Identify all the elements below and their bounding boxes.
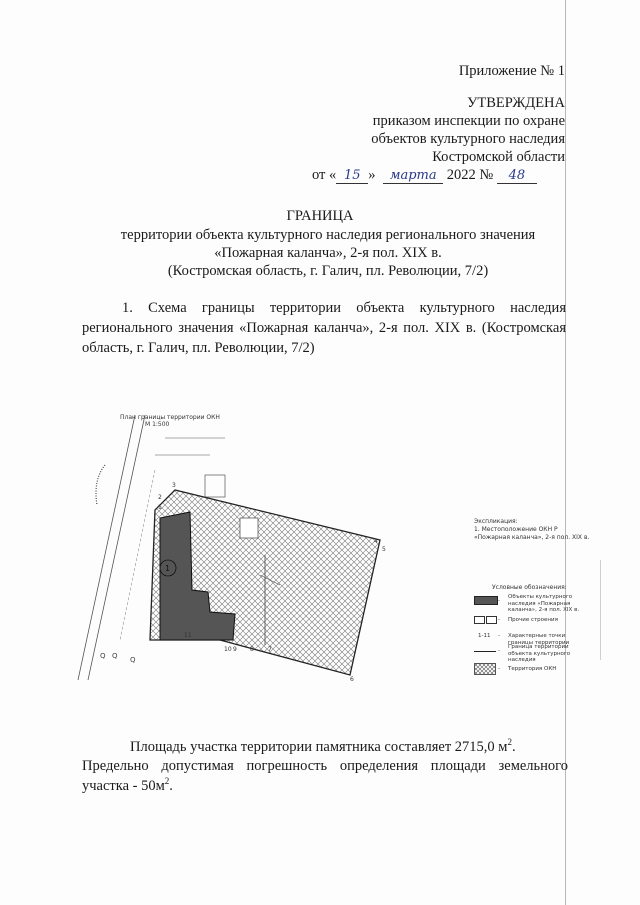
- doc-subtitle-2: «Пожарная каланча», 2-я пол. XIX в.: [214, 245, 442, 261]
- symbol-q2: Q: [112, 652, 118, 660]
- point-label-6: 6: [350, 676, 354, 683]
- approved-label: УТВЕРЖДЕНА: [467, 95, 565, 111]
- doc-subtitle-3: (Костромская область, г. Галич, пл. Революции, 7/2): [167, 263, 489, 279]
- point-label-11: 11: [184, 632, 192, 639]
- area-end-2: .: [169, 778, 173, 794]
- explication-item-1-name: «Пожарная каланча», 2-я пол. XIX в.: [474, 534, 590, 541]
- doc-title: ГРАНИЦА: [286, 208, 354, 224]
- area-text-1: Площадь участка территории памятника составляет 2715,0 м: [130, 739, 508, 755]
- section-1-paragraph: 1. Схема границы территории объекта культурного наследия регионального значения «Пожарная каланча», 2-я пол. XIX в. (Костромская область, г. Галич, пл. Революции, 7/2): [82, 300, 566, 356]
- plan-title-2: М 1:500: [145, 421, 170, 428]
- plan-title-1: План границы территории ОКН: [120, 414, 220, 421]
- point-label-8: 8: [250, 646, 254, 653]
- date-day: 15: [336, 167, 368, 184]
- point-label-4: 4: [374, 538, 378, 545]
- explication-item-1: 1. Местоположение ОКН Р: [474, 526, 558, 533]
- point-label-5: 5: [382, 546, 386, 553]
- legend-swatch-heritage: [474, 596, 498, 605]
- legend-swatch-other-1: [474, 616, 485, 624]
- legend-text-points: Характерные точки границы территории: [508, 633, 570, 646]
- point-label-2: 2: [158, 494, 162, 501]
- approval-date-line: [312, 166, 537, 184]
- point-label-3: 3: [172, 482, 176, 489]
- area-sup-2: 2: [164, 776, 170, 787]
- curve-line: [96, 465, 105, 505]
- legend-title: Условные обозначения:: [492, 584, 567, 591]
- approval-line-1: приказом инспекции по охране: [372, 113, 565, 129]
- street-line-3: [120, 470, 155, 640]
- date-prefix: от «: [312, 167, 337, 183]
- doc-subtitle-1: территории объекта культурного наследия регионального значения: [120, 227, 536, 243]
- date-year: 2022 №: [446, 167, 494, 183]
- other-building-1: [240, 518, 258, 538]
- symbol-q3: Q: [130, 656, 136, 664]
- point-label-9: 9: [233, 646, 237, 653]
- other-building-top: [205, 475, 225, 497]
- explication-title: Экспликация:: [474, 518, 518, 525]
- appendix-label: Приложение № 1: [458, 63, 565, 79]
- area-paragraph-2: [82, 756, 568, 796]
- legend-text-heritage: Объекты культурного наследия «Пожарная каланча», 2-я пол. XIX в.: [508, 594, 580, 613]
- legend-swatch-other-2: [486, 616, 497, 624]
- area-sup-1: 2: [507, 737, 512, 748]
- date-mid: »: [368, 167, 376, 183]
- symbol-q1: Q: [100, 652, 106, 660]
- area-text-2: Предельно допустимая погрешность определения площади земельного участка - 50м: [82, 758, 568, 794]
- legend-text-territory: Территория ОКН: [508, 666, 557, 672]
- legend-swatch-territory: [474, 663, 496, 675]
- legend-swatch-boundary: [474, 651, 496, 652]
- legend-point-range: 1-11: [478, 633, 491, 639]
- date-month: марта: [383, 167, 443, 184]
- legend-text-other: Прочие строения: [508, 617, 558, 623]
- approval-line-2: объектов культурного наследия: [371, 131, 565, 147]
- point-label-7: 7: [268, 646, 272, 653]
- location-marker-label: 1: [165, 564, 171, 573]
- order-number: 48: [497, 167, 537, 184]
- point-label-10: 10: [224, 646, 232, 653]
- area-end-1: .: [511, 739, 516, 755]
- approval-line-3: Костромской области: [432, 149, 565, 165]
- street-line-2: [88, 415, 145, 680]
- point-label-1: 1: [158, 504, 162, 511]
- document-page: Приложение № 1 УТВЕРЖДЕНА приказом инспекции по охране объектов культурного наследия Костромской области от « 15 » марта 2022 № 48 ГРАНИЦА территории объекта культурного наследия регионального значения «Пожарная каланча», 2-я пол. XIX в. (Костромская область, г. Галич, пл. Революции, 7/2) 1. Схема границы территории объекта культурного наследия регионального значения «Пожарная каланча», 2-я пол. XIX в. (Костромская область, г. Галич, пл. Революции, 7/2) 1 Q Q Q План границы территории ОКН М 1:500 1 2 3 4 5 6 7 8 9 10 11 Экспликация: 1. Местоположение ОКН Р «Пожарная каланча», 2-я пол. XIX в. Условные обозначения: - Объекты культурного наследия «Пожарная каланча», 2-я пол. XIX в. - Прочие строения 1-11 - Характерные точки границы территории - Граница территории объекта культурного наследия - Территория ОКН Площадь участка территории памятника составляет 2715,0 $м^2$. Предельно допустимая погрешность определения площади земельного участка - $50м^2$.: [0, 0, 640, 905]
- area-line-1: [130, 738, 516, 756]
- street-line-1: [78, 415, 135, 680]
- legend-text-boundary: Граница территории объекта культурного наследия: [508, 644, 571, 663]
